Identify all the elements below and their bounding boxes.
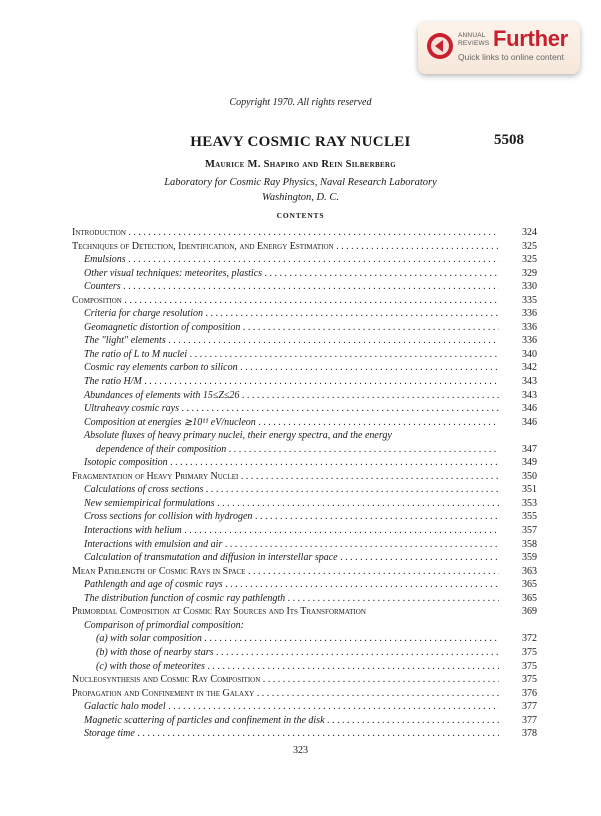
toc-entry[interactable]: [72, 253, 537, 267]
toc-entry[interactable]: [72, 294, 537, 308]
page-number: 323: [293, 745, 308, 756]
toc-entry-page: 336: [522, 308, 537, 320]
toc-entry[interactable]: [72, 375, 537, 389]
toc-entry-label: Interactions with emulsion and air . . .: [72, 538, 499, 552]
toc-entry[interactable]: [72, 510, 537, 524]
toc-entry-page: 336: [522, 321, 537, 333]
toc-entry[interactable]: [72, 307, 537, 321]
toc-entry-page: 359: [522, 552, 537, 564]
toc-entry[interactable]: [72, 361, 537, 375]
toc-entry[interactable]: [72, 483, 537, 497]
toc-entry-page: 325: [522, 254, 537, 266]
toc-entry-label: Cross sections for collision with hydrogen . . .: [72, 510, 499, 524]
toc-entry[interactable]: [72, 592, 537, 606]
toc-entry-label: Cosmic ray elements carbon to silicon . . .: [72, 361, 499, 375]
toc-entry[interactable]: [72, 578, 537, 592]
toc-entry-page: 343: [522, 376, 537, 388]
toc-entry[interactable]: [72, 321, 537, 335]
toc-entry-label: Fragmentation of Heavy Primary Nuclei . . .: [72, 470, 499, 484]
toc-entry-label: Composition . . .: [72, 294, 499, 308]
toc-entry-page: 324: [522, 227, 537, 238]
toc-entry-label: (b) with those of nearby stars . . .: [72, 646, 499, 660]
toc-entry-label: Propagation and Confinement in the Galaxy . . .: [72, 687, 499, 701]
toc-entry-page: 355: [522, 511, 537, 523]
toc-entry[interactable]: [72, 497, 537, 511]
toc-entry-label: Mean Pathlength of Cosmic Rays in Space . . .: [72, 565, 499, 579]
copyright-notice: Copyright 1970. All rights reserved: [229, 97, 372, 108]
toc-entry-page: 346: [522, 416, 537, 428]
affiliation-line-2: Washington, D. C.: [262, 192, 339, 203]
article-number: 5508: [494, 132, 524, 148]
affiliation-line-1: Laboratory for Cosmic Ray Physics, Naval Research Laboratory: [164, 177, 437, 188]
toc-entry-page: 336: [522, 335, 537, 347]
toc-entry-label: Interactions with helium . . .: [72, 524, 499, 538]
toc-entry[interactable]: [72, 456, 537, 470]
toc-entry-label-line-2: dependence of their composition . . .: [84, 443, 499, 457]
toc-entry[interactable]: [72, 402, 537, 416]
toc-entry-page: 353: [522, 497, 537, 509]
toc-entry[interactable]: [72, 565, 537, 579]
toc-entry-page: 340: [522, 348, 537, 360]
article-title: HEAVY COSMIC RAY NUCLEI: [190, 134, 411, 150]
badge-reviews-text: REVIEWS: [458, 40, 490, 47]
toc-entry[interactable]: [72, 605, 537, 619]
toc-entry-page: 363: [522, 565, 537, 577]
toc-entry-page: 375: [522, 674, 537, 686]
annual-reviews-further-badge[interactable]: [418, 22, 580, 74]
toc-entry[interactable]: [72, 334, 537, 348]
toc-entry-page: 350: [522, 470, 537, 482]
toc-entry[interactable]: [72, 687, 537, 701]
toc-entry[interactable]: [72, 673, 537, 687]
toc-entry-label: Criteria for charge resolution . . .: [72, 307, 499, 321]
toc-entry[interactable]: [72, 429, 537, 456]
toc-entry-page: 349: [522, 457, 537, 469]
toc-entry-label: Ultraheavy cosmic rays . . .: [72, 402, 499, 416]
toc-entry[interactable]: [72, 524, 537, 538]
contents-heading: CONTENTS: [276, 211, 325, 220]
toc-entry-page: 377: [522, 714, 537, 726]
toc-entry[interactable]: [72, 348, 537, 362]
badge-annual-text: ANNUAL: [458, 32, 486, 39]
toc-entry-page: 329: [522, 267, 537, 279]
toc-entry-label: Calculation of transmutation and diffusion in interstellar space . . .: [72, 551, 499, 565]
toc-entry-label: Composition at energies ≳10¹¹ eV/nucleon . . .: [72, 416, 499, 430]
toc-entry-label: Comparison of primordial composition:: [84, 619, 244, 631]
toc-entry[interactable]: [72, 267, 537, 281]
badge-subtitle: Quick links to online content: [458, 52, 564, 62]
toc-entry-page: 335: [522, 294, 537, 306]
toc-entry-page: 347: [522, 443, 537, 455]
toc-entry-label: Introduction . . .: [72, 226, 499, 240]
toc-entry-page: 351: [522, 484, 537, 496]
toc-entry[interactable]: [72, 646, 537, 660]
toc-entry-label: Magnetic scattering of particles and confinement in the disk . . .: [72, 714, 499, 728]
toc-entry-page: 372: [522, 633, 537, 645]
toc-entry-label: Emulsions . . .: [72, 253, 499, 267]
toc-entry-label: Pathlength and age of cosmic rays . . .: [72, 578, 499, 592]
toc-entry-label: Galactic halo model . . .: [72, 700, 499, 714]
toc-entry-label: The ratio of L to M nuclei . . .: [72, 348, 499, 362]
toc-entry-label-line-1: Absolute fluxes of heavy primary nuclei, their energy spectra, and the energy: [84, 430, 392, 442]
toc-entry[interactable]: [72, 416, 537, 430]
toc-entry-label: Isotopic composition . . .: [72, 456, 499, 470]
toc-entry-label: The ratio H/M . . .: [72, 375, 499, 389]
toc-entry-label: Primordial Composition at Cosmic Ray Sources and Its Transformation: [72, 606, 366, 618]
toc-entry-label: Techniques of Detection, Identification, and Energy Estimation . . .: [72, 240, 499, 254]
toc-entry-label: The distribution function of cosmic ray pathlength . . .: [72, 592, 499, 606]
toc-entry-page: 342: [522, 362, 537, 374]
toc-entry-page: 330: [522, 281, 537, 293]
toc-entry[interactable]: [72, 619, 537, 633]
toc-entry-page: 377: [522, 701, 537, 713]
toc-entry-page: 376: [522, 687, 537, 699]
toc-entry[interactable]: [72, 538, 537, 552]
toc-entry-page: 365: [522, 592, 537, 604]
toc-entry-page: 343: [522, 389, 537, 401]
toc-entry[interactable]: [72, 551, 537, 565]
toc-entry-label: New semiempirical formulations . . .: [72, 497, 499, 511]
toc-entry-page: 358: [522, 538, 537, 550]
toc-entry-label: Nucleosynthesis and Cosmic Ray Composition . . .: [72, 673, 499, 687]
toc-entry-label: [72, 429, 537, 456]
toc-entry-label: Geomagnetic distortion of composition . . .: [72, 321, 499, 335]
toc-entry[interactable]: [72, 660, 537, 674]
toc-entry-label: Calculations of cross sections . . .: [72, 483, 499, 497]
toc-entry-page: 365: [522, 579, 537, 591]
toc-entry-page: 375: [522, 660, 537, 672]
toc-entry-page: 357: [522, 525, 537, 537]
toc-entry-page: 325: [522, 240, 537, 252]
toc-entry[interactable]: [72, 727, 537, 741]
toc-entry[interactable]: [72, 240, 537, 254]
toc-entry-label: Storage time . . .: [72, 727, 499, 741]
toc-entry-label: The "light" elements . . .: [72, 334, 499, 348]
play-circle-icon: [426, 32, 454, 60]
table-of-contents: [72, 226, 537, 741]
toc-entry-page: 369: [522, 606, 537, 618]
toc-entry[interactable]: [72, 714, 537, 728]
toc-entry-page: 378: [522, 728, 537, 740]
toc-entry[interactable]: [72, 470, 537, 484]
toc-entry-label: Other visual techniques: meteorites, plastics . . .: [72, 267, 499, 281]
toc-entry[interactable]: [72, 700, 537, 714]
toc-entry-label: (a) with solar composition . . .: [72, 632, 499, 646]
toc-entry-label: Abundances of elements with 15≤Z≤26 . . .: [72, 389, 499, 403]
toc-entry-page: 375: [522, 646, 537, 658]
toc-entry-label: Counters . . .: [72, 280, 499, 294]
toc-entry-page: 346: [522, 403, 537, 415]
toc-entry-label: (c) with those of meteorites . . .: [72, 660, 499, 674]
toc-entry[interactable]: [72, 226, 537, 240]
toc-entry[interactable]: [72, 632, 537, 646]
toc-entry[interactable]: [72, 389, 537, 403]
badge-further-text: Further: [493, 26, 568, 51]
toc-entry[interactable]: [72, 280, 537, 294]
authors: Maurice M. Shapiro and Rein Silberberg: [204, 159, 397, 170]
